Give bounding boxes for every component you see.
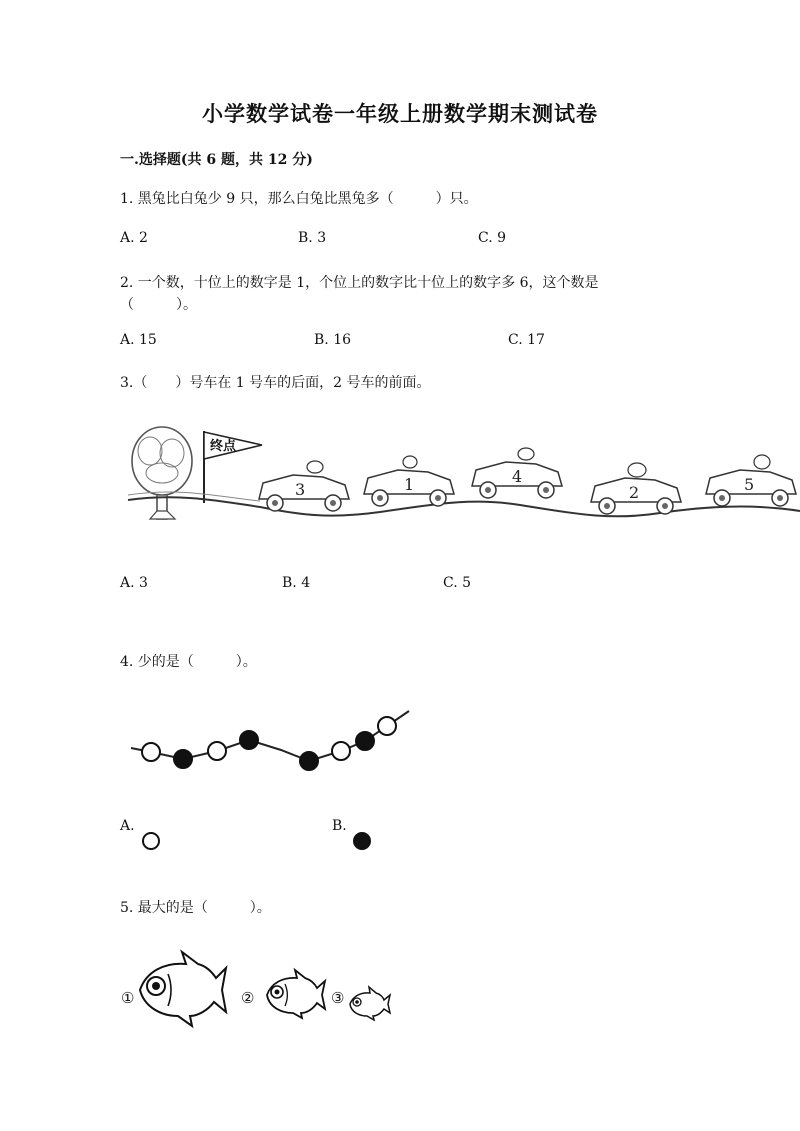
car-4-number: 4 <box>512 467 523 486</box>
black-bead <box>240 731 258 749</box>
page-title: 小学数学试卷一年级上册数学期末测试卷 <box>202 101 598 126</box>
fish-3-icon <box>347 985 392 1021</box>
car-3 <box>259 461 349 511</box>
fish-2-icon <box>263 967 328 1019</box>
question-4-option-b[interactable]: B. <box>332 818 347 834</box>
car-2 <box>591 463 681 514</box>
question-3-option-b[interactable]: B. 4 <box>282 575 311 591</box>
car-2-number: 2 <box>629 483 640 502</box>
question-1-text: 1. 黑兔比白兔少 9 只，那么白兔比黑兔多（ ）只。 <box>120 191 478 207</box>
car-1-number: 1 <box>404 475 415 494</box>
section-heading: 一.选择题(共 6 题，共 12 分) <box>120 152 313 168</box>
question-2-text-line1: 2. 一个数，十位上的数字是 1，个位上的数字比十位上的数字多 6，这个数是 <box>120 275 599 291</box>
finish-flag-label: 终点 <box>210 439 237 454</box>
question-1-option-b[interactable]: B. 3 <box>298 230 327 246</box>
question-2-option-b[interactable]: B. 16 <box>314 332 352 348</box>
car-5-number: 5 <box>744 475 755 494</box>
white-bead <box>378 717 396 735</box>
white-bead <box>332 742 350 760</box>
option-a-white-bead-icon <box>141 831 161 851</box>
question-2-option-a[interactable]: A. 15 <box>120 332 157 348</box>
question-3-option-c[interactable]: C. 5 <box>443 575 472 591</box>
road-line <box>128 497 800 516</box>
question-4-option-a[interactable]: A. <box>120 818 135 834</box>
finish-flag-icon <box>204 431 262 503</box>
black-bead <box>300 752 318 770</box>
question-1-option-c[interactable]: C. 9 <box>478 230 507 246</box>
question-4-text: 4. 少的是（ ）。 <box>120 654 257 670</box>
car-5 <box>706 455 796 506</box>
question-5-text: 5. 最大的是（ ）。 <box>120 900 271 916</box>
bead-string-illustration <box>125 705 415 775</box>
fish-1-icon <box>134 950 229 1028</box>
question-2-option-c[interactable]: C. 17 <box>508 332 545 348</box>
fish-label-2: ② <box>241 989 255 1007</box>
black-bead <box>356 732 374 750</box>
white-bead <box>208 742 226 760</box>
black-bead <box>174 750 192 768</box>
question-1-option-a[interactable]: A. 2 <box>120 230 148 246</box>
question-3-text: 3.（ ）号车在 1 号车的后面，2 号车的前面。 <box>120 375 431 391</box>
fish-label-3: ③ <box>331 989 345 1007</box>
question-3-option-a[interactable]: A. 3 <box>120 575 148 591</box>
question-2-text-line2: （ ）。 <box>120 297 197 313</box>
car-1 <box>364 456 454 506</box>
tree-icon <box>132 427 192 519</box>
car-3-number: 3 <box>295 480 306 499</box>
option-b-black-bead-icon <box>352 831 372 851</box>
car-race-illustration <box>0 415 800 535</box>
car-4 <box>472 448 562 498</box>
white-bead <box>142 743 160 761</box>
fish-label-1: ① <box>121 989 135 1007</box>
